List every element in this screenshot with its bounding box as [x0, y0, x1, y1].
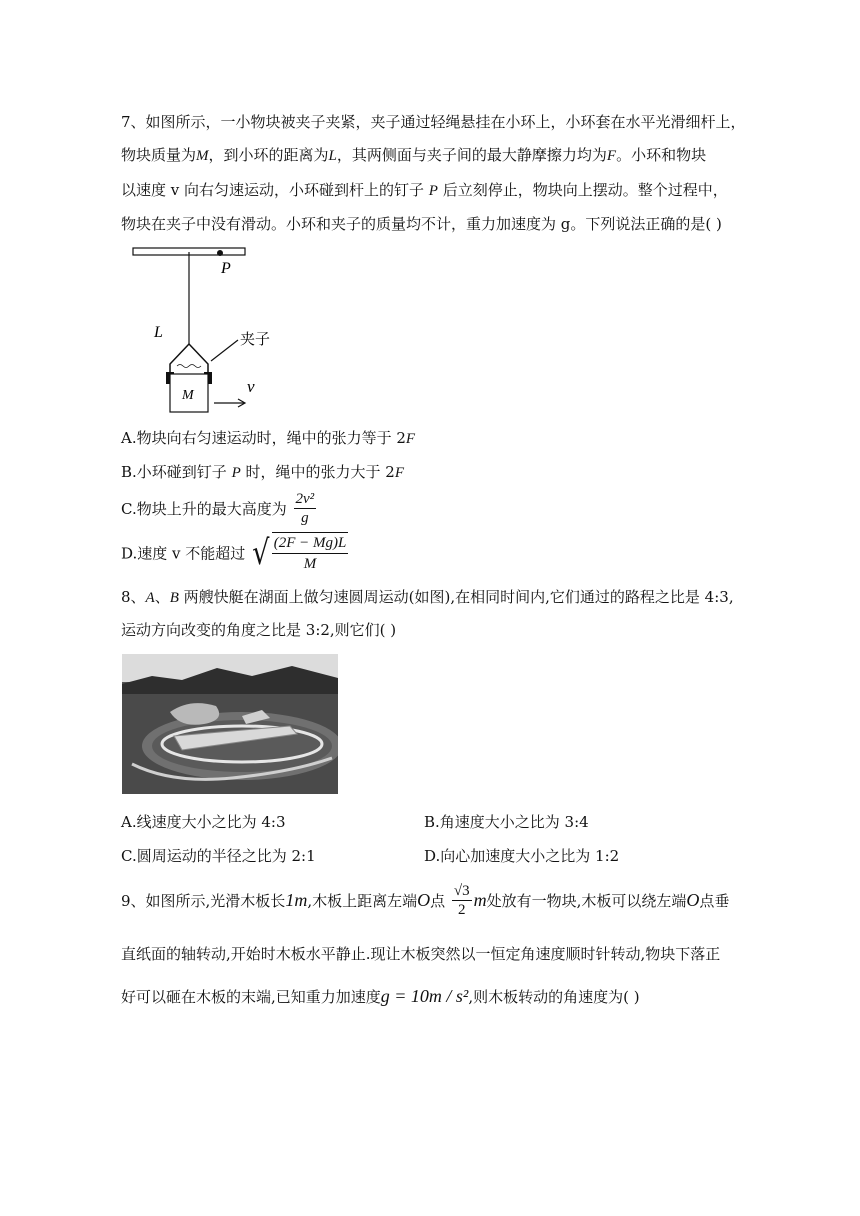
q7-option-B	[121, 462, 404, 483]
fraction-numerator: √3	[453, 883, 470, 899]
option-text: C.物块上升的最大高度为	[121, 500, 287, 518]
q9-text: 点	[430, 892, 446, 910]
q9-line-1	[121, 882, 729, 919]
q8-option-C: C.圆周运动的半径之比为 2:1	[121, 847, 316, 865]
q7-text: 以速度 v 向右匀速运动，小环碰到杆上的钉子	[121, 181, 425, 199]
length-value: 1m	[285, 890, 308, 910]
unit-m: m	[473, 890, 487, 910]
option-text: A.物块向右匀速运动时，绳中的张力等于 2	[121, 429, 406, 447]
symbol-B: B	[169, 590, 179, 606]
q7-text: 后立刻停止，物块向上摆动。整个过程中，	[442, 181, 728, 199]
option-text: B.小环碰到钉子	[121, 463, 227, 481]
q9-text: ,木板上距离左端	[307, 892, 418, 910]
q8-line-2: 运动方向改变的角度之比是 3:2,则它们( )	[121, 621, 397, 639]
fraction-denominator: M	[303, 556, 317, 572]
radicand	[272, 532, 349, 574]
symbol-A: A	[145, 590, 155, 606]
q7-line-4: 物块在夹子中没有滑动。小环和夹子的质量均不计，重力加速度为 g。下列说法正确的是( )	[121, 215, 722, 233]
clip-pointer-line	[211, 340, 238, 361]
q7-line-2	[121, 145, 706, 166]
q8-text: 两艘快艇在湖面上做匀速圆周运动(如图),在相同时间内,它们通过的路程之比是 4:3,	[178, 588, 734, 606]
q8-option-A: A.线速度大小之比为 4:3	[121, 813, 286, 831]
label-L: L	[154, 324, 163, 341]
q7-text: 。小环和物块	[616, 146, 707, 164]
q8-option-B: B.角速度大小之比为 3:4	[424, 813, 589, 831]
symbol-M: M	[196, 148, 209, 164]
q9-text: 处放有一物块,木板可以绕左端	[486, 892, 687, 910]
q8-option-D: D.向心加速度大小之比为 1:2	[424, 847, 620, 865]
label-clip: 夹子	[240, 330, 271, 348]
fraction-denominator: g	[301, 510, 309, 526]
q7-option-A	[121, 428, 415, 449]
symbol-O: O	[417, 890, 431, 910]
option-text: 时，绳中的张力大于 2	[245, 463, 395, 481]
q9-text: ,则木板转动的角速度为( )	[468, 988, 640, 1006]
clip	[170, 344, 208, 372]
symbol-F: F	[606, 148, 617, 164]
fraction-numerator: (2F − Mg)L	[272, 533, 349, 554]
gravity-equation: g = 10m / s²	[380, 986, 469, 1006]
q9-line-2: 直纸面的轴转动,开始时木板水平静止.现让木板突然以一恒定角速度顺时针转动,物块下落正	[121, 945, 721, 963]
label-v: v	[247, 377, 255, 396]
speedboat-photo	[122, 654, 338, 794]
fraction-2v2-over-g	[294, 490, 317, 527]
q7-option-C	[121, 490, 318, 527]
fraction-numerator: 2v²	[295, 491, 315, 507]
q7-text: 物块质量为	[121, 146, 197, 164]
label-P: P	[221, 260, 231, 277]
q7-line-1: 7、如图所示，一小物块被夹子夹紧，夹子通过轻绳悬挂在小环上，小环套在水平光滑细杆上，	[121, 113, 746, 131]
q8-text: 8、	[121, 588, 146, 606]
pendulum-clip-figure	[128, 244, 288, 416]
q8-text: 、	[154, 588, 170, 606]
nail-P	[217, 250, 223, 256]
q7-option-D	[121, 532, 348, 574]
q9-text: 好可以砸在木板的末端,已知重力加速度	[121, 988, 381, 1006]
q9-text: 9、如图所示,光滑木板长	[121, 892, 286, 910]
speedboat-illustration	[122, 654, 338, 794]
fraction-denominator: 2	[458, 902, 466, 918]
q7-line-3	[121, 180, 728, 201]
q9-text: 点垂	[699, 892, 730, 910]
symbol-F: F	[394, 465, 405, 481]
symbol-O: O	[686, 890, 700, 910]
clip-spring	[177, 365, 201, 368]
q7-text: ，其两侧面与夹子间的最大静摩擦力均为	[336, 146, 607, 164]
fraction-sqrt3-over-2	[452, 882, 472, 919]
radical-sign-icon: √	[252, 533, 270, 573]
symbol-P: P	[428, 183, 438, 199]
symbol-F: F	[405, 431, 416, 447]
sqrt-expression	[250, 532, 348, 574]
q7-text: ，到小环的距离为	[208, 146, 329, 164]
q8-line-1	[121, 587, 734, 608]
symbol-P: P	[231, 465, 241, 481]
q9-line-3	[121, 986, 640, 1007]
option-text: D.速度 v 不能超过	[121, 544, 246, 563]
label-M: M	[182, 388, 194, 403]
symbol-L: L	[328, 148, 337, 164]
